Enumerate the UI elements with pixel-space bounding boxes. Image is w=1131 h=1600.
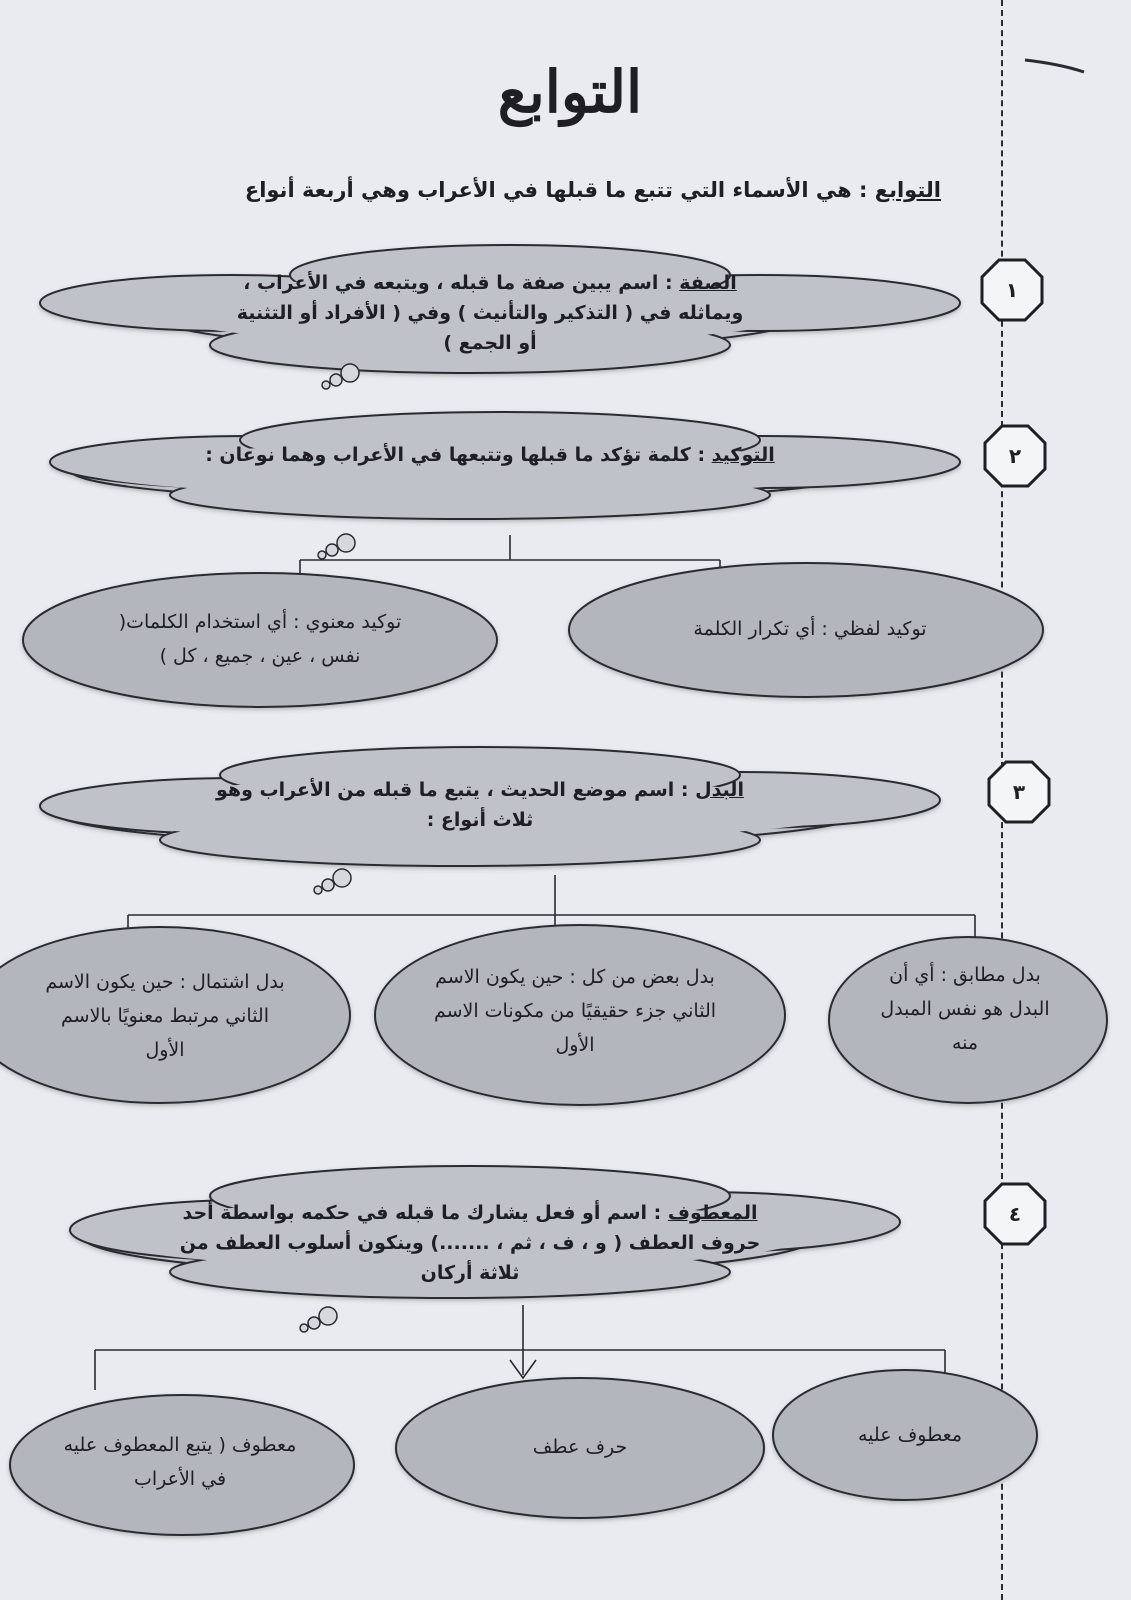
page-title: التوابع — [497, 58, 643, 126]
section-number-2: ٢ — [1008, 444, 1022, 468]
intro-term: التوابع — [874, 178, 941, 202]
badal-definition — [200, 775, 760, 835]
tawkid-term: التوكيد — [711, 444, 775, 466]
section-number-4: ٤ — [1008, 1202, 1022, 1226]
section-number-1: ١ — [1005, 278, 1019, 302]
tawkid-text: : كلمة تؤكد ما قبلها وتتبعها في الأعراب وهما نوعان : — [205, 444, 712, 466]
tawkid-manawi: توكيد معنوي : أي استخدام الكلمات( نفس ، عين ، جميع ، كل ) — [118, 611, 402, 667]
badal-term: البدل — [695, 779, 744, 801]
intro-definition: : هي الأسماء التي تتبع ما قبلها في الأعراب وهي أربعة أنواع — [244, 178, 875, 202]
badal-bad: بدل بعض من كل : حين يكون الاسم الثاني جزء حقيقيًا من مكونات الاسم الأول — [433, 966, 717, 1056]
badal-ishtimal: بدل اشتمال : حين يكون الاسم الثاني مرتبط معنويًا بالاسم الأول — [45, 971, 285, 1061]
matuf-text: : اسم أو فعل يشارك ما قبله في حكمه بواسطة أحد حروف العطف ( و ، ف ، ثم ، .......) وينكون أسلوب العطف من ثلاثة أركان — [179, 1202, 761, 1284]
matuf: معطوف ( يتبع المعطوف عليه في الأعراب — [63, 1434, 297, 1490]
pen-mark — [1025, 60, 1084, 72]
matuf-definition — [170, 1198, 770, 1288]
section-number-3: ٣ — [1012, 780, 1026, 804]
badal-text: : اسم موضع الحديث ، يتبع ما قبله من الأعراب وهو ثلاث أنواع : — [216, 779, 696, 831]
matuf-alayh: معطوف عليه — [857, 1424, 963, 1446]
harf-atf: حرف عطف — [532, 1436, 628, 1458]
tawkid-lafzi: توكيد لفظي : أي تكرار الكلمة — [693, 618, 927, 640]
tawkid-definition — [200, 440, 780, 470]
matuf-term: المعطوف — [667, 1202, 758, 1224]
sifa-text: : اسم يبين صفة ما قبله ، ويتبعه في الأعراب ، ويماثله في ( التذكير والتأنيث ) وفي ( الأفراد أو التثنية أو الجمع ) — [236, 272, 744, 354]
badal-mutabiq: بدل مطابق : أي أن البدل هو نفس المبدل منه — [880, 964, 1050, 1054]
sifa-term: الصفة — [679, 272, 737, 294]
sifa-definition — [230, 268, 750, 358]
